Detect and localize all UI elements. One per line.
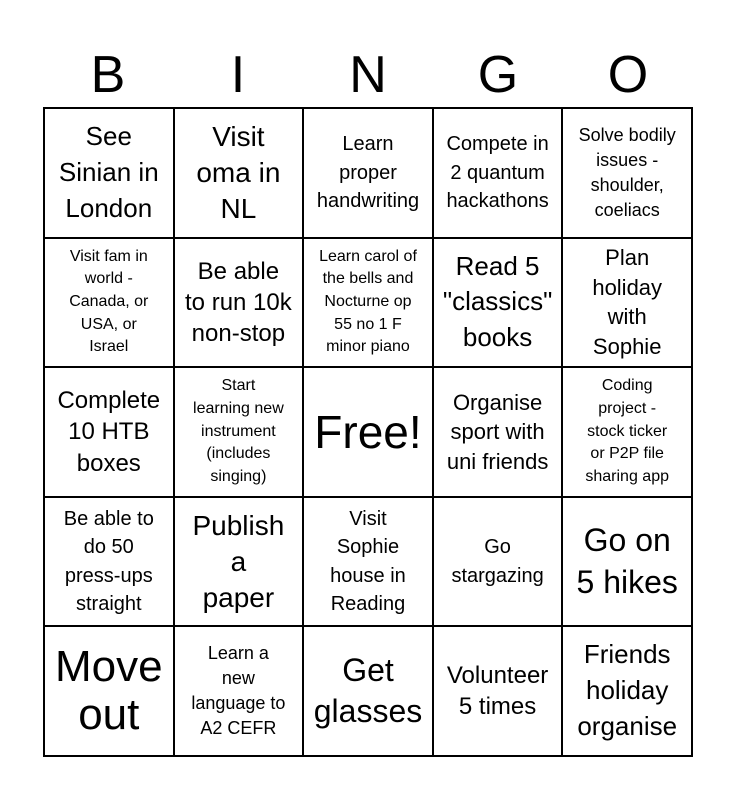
bingo-cell[interactable] bbox=[562, 626, 692, 756]
cell-text: Go on 5 hikes bbox=[576, 522, 678, 600]
bingo-cell[interactable] bbox=[433, 497, 563, 627]
cell-text: Start learning new instrument (includes singing) bbox=[193, 377, 284, 486]
cell-text: Visit oma in NL bbox=[196, 121, 281, 224]
cell-text: See Sinian in London bbox=[58, 120, 159, 223]
cell-text: Visit fam in world - Canada, or USA, or Israel bbox=[69, 247, 149, 356]
cell-text: Learn a new language to A2 CEFR bbox=[191, 643, 286, 739]
bingo-cell[interactable] bbox=[44, 626, 174, 756]
cell-text: Learn proper handwriting bbox=[316, 133, 420, 212]
cell-text: Visit Sophie house in Reading bbox=[330, 507, 406, 615]
cell-text: Be able to run 10k non-stop bbox=[185, 257, 292, 347]
cell-text: Complete 10 HTB boxes bbox=[57, 387, 161, 477]
cell-text: Coding project - stock ticker or P2P file sharing app bbox=[585, 377, 669, 486]
bingo-cell[interactable] bbox=[562, 238, 692, 368]
bingo-cell-free[interactable] bbox=[303, 367, 433, 497]
bingo-header bbox=[43, 44, 693, 106]
header-letter-g: G bbox=[477, 46, 519, 104]
cell-text: Volunteer 5 times bbox=[446, 662, 549, 721]
cell-text: Learn carol of the bells and Nocturne op 55 no 1 F minor piano bbox=[319, 247, 417, 356]
cell-text: Publish a paper bbox=[192, 509, 285, 613]
cell-text: Organise sport with uni friends bbox=[446, 389, 549, 474]
cell-text: Be able to do 50 press-ups straight bbox=[63, 507, 154, 615]
cell-text: Get glasses bbox=[313, 651, 423, 730]
bingo-cell[interactable] bbox=[433, 238, 563, 368]
bingo-cell[interactable] bbox=[174, 626, 304, 756]
bingo-cell[interactable] bbox=[562, 367, 692, 497]
bingo-cell[interactable] bbox=[44, 238, 174, 368]
bingo-cell[interactable] bbox=[174, 238, 304, 368]
bingo-cell[interactable] bbox=[174, 367, 304, 497]
cell-text: Plan holiday with Sophie bbox=[592, 245, 663, 359]
bingo-cell[interactable] bbox=[303, 108, 433, 238]
bingo-cell[interactable] bbox=[44, 497, 174, 627]
header-letter-b: B bbox=[90, 46, 126, 104]
bingo-cell[interactable] bbox=[303, 497, 433, 627]
bingo-board bbox=[43, 107, 693, 757]
header-letter-n: N bbox=[349, 46, 387, 104]
bingo-cell[interactable] bbox=[562, 497, 692, 627]
free-space-text: Free! bbox=[314, 405, 422, 458]
cell-text: Compete in 2 quantum hackathons bbox=[446, 133, 549, 212]
bingo-cell[interactable] bbox=[303, 238, 433, 368]
cell-text: Friends holiday organise bbox=[577, 639, 678, 742]
bingo-cell[interactable] bbox=[303, 626, 433, 756]
bingo-cell[interactable] bbox=[174, 497, 304, 627]
cell-text: Go stargazing bbox=[451, 536, 544, 587]
cell-text: Solve bodily issues - shoulder, coeliacs bbox=[578, 124, 676, 220]
bingo-cell[interactable] bbox=[433, 367, 563, 497]
bingo-cell[interactable] bbox=[433, 626, 563, 756]
cell-text: Move out bbox=[55, 641, 163, 740]
header-letter-o: O bbox=[607, 46, 649, 104]
cell-text: Read 5 "classics" books bbox=[442, 250, 553, 353]
bingo-cell[interactable] bbox=[562, 108, 692, 238]
bingo-cell[interactable] bbox=[44, 367, 174, 497]
bingo-cell[interactable] bbox=[433, 108, 563, 238]
bingo-cell[interactable] bbox=[174, 108, 304, 238]
bingo-cell[interactable] bbox=[44, 108, 174, 238]
header-letter-i: I bbox=[230, 46, 246, 104]
